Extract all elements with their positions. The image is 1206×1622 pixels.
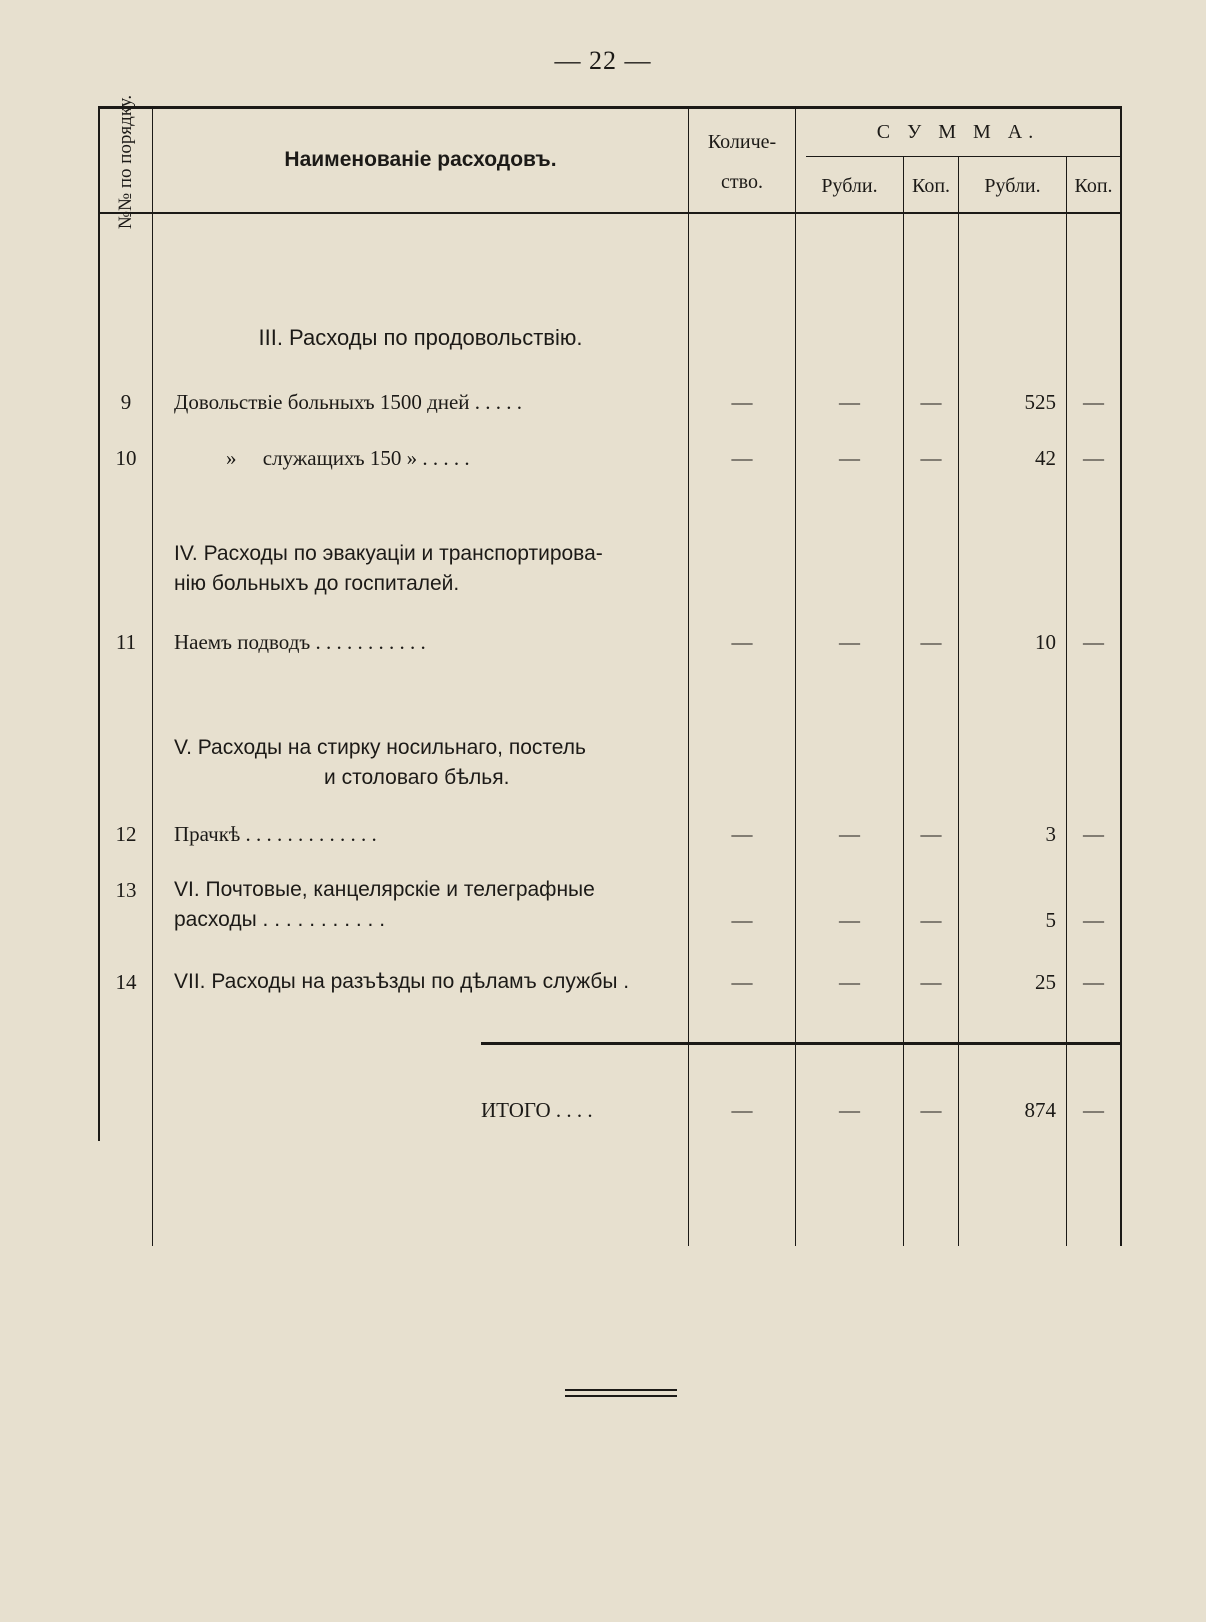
row-rubles-1: — (839, 970, 860, 994)
rubles-header-2: Рубли. (984, 175, 1041, 197)
row-quantity: — (731, 908, 753, 932)
row-kopecks-1: — (920, 908, 942, 932)
row-description: VII. Расходы на разъѣзды по дѣламъ службы . (174, 970, 630, 993)
qty-col-header-line1: Количе- (707, 131, 777, 153)
row-description: » служащихъ 150 » . . . . . (226, 446, 470, 470)
row-kopecks-1: — (920, 970, 942, 994)
total-rubles-2: 874 (1024, 1098, 1056, 1122)
section-heading: IV. Расходы по эвакуаціи и транспортирова- (174, 542, 603, 565)
section-heading-cont: нію больныхъ до госпиталей. (174, 572, 460, 595)
total-rubles-1: — (839, 1098, 860, 1122)
col-divider-rub1 (903, 156, 904, 1246)
row-description: Довольствіе больныхъ 1500 дней . . . . . (174, 390, 523, 414)
row-number: 10 (115, 446, 137, 470)
col-divider-num (152, 106, 153, 1246)
row-kopecks-2: — (1083, 446, 1104, 470)
row-number: 14 (115, 970, 137, 994)
row-kopecks-1: — (920, 446, 942, 470)
row-rubles-1: — (839, 630, 860, 654)
row-description: Наемъ подводъ . . . . . . . . . . . (174, 630, 426, 654)
header-bottom-rule (98, 212, 1120, 214)
col-divider-kop1 (958, 156, 959, 1246)
total-kopecks-1: — (920, 1098, 942, 1122)
sum-subheader-rule (806, 156, 1120, 157)
kopecks-header-1: Коп. (911, 175, 951, 197)
row-kopecks-1: — (920, 630, 942, 654)
col-divider-rub2 (1066, 156, 1067, 1246)
expense-table (98, 94, 1158, 1290)
total-rule (481, 1042, 1120, 1045)
right-border (1120, 106, 1122, 1246)
row-rubles-2: 10 (1035, 630, 1056, 654)
total-quantity: — (731, 1098, 753, 1122)
row-kopecks-2: — (1083, 970, 1104, 994)
row-kopecks-2: — (1083, 630, 1104, 654)
total-label: ИТОГО . . . . (481, 1098, 593, 1122)
end-rule-bottom (565, 1395, 677, 1397)
end-rule-top (565, 1389, 677, 1391)
row-rubles-2: 25 (1035, 970, 1056, 994)
sum-col-header: С У М М А. (876, 121, 1040, 143)
row-number: 13 (115, 878, 137, 902)
row-description: Прачкѣ . . . . . . . . . . . . . (174, 822, 377, 846)
page-number: — 22 — (554, 46, 652, 75)
row-description-cont: расходы . . . . . . . . . . . (174, 908, 386, 931)
row-kopecks-2: — (1083, 390, 1104, 414)
section-heading-cont: и столоваго бѣлья. (324, 766, 510, 789)
row-quantity: — (731, 970, 753, 994)
row-kopecks-2: — (1083, 908, 1104, 932)
row-rubles-2: 42 (1035, 446, 1056, 470)
row-number: 9 (120, 390, 132, 414)
row-kopecks-2: — (1083, 822, 1104, 846)
row-quantity: — (731, 446, 753, 470)
col-divider-qty (795, 106, 796, 1246)
row-number: 11 (115, 630, 137, 654)
row-rubles-1: — (839, 908, 860, 932)
row-quantity: — (731, 630, 753, 654)
num-col-header: №№ по порядку. (115, 94, 136, 230)
col-divider-name (688, 106, 689, 1246)
name-col-header: Наименованіе расходовъ. (284, 148, 557, 171)
row-rubles-2: 3 (1045, 822, 1056, 846)
qty-col-header-line2: ство. (721, 171, 763, 193)
total-kopecks-2: — (1083, 1098, 1104, 1122)
row-rubles-1: — (839, 822, 860, 846)
section-heading: V. Расходы на стирку носильнаго, постель (174, 736, 586, 759)
row-description: VI. Почтовые, канцелярскіе и телеграфные (174, 878, 595, 901)
table-top-rule (98, 106, 1120, 109)
row-rubles-1: — (839, 446, 860, 470)
rubles-header-1: Рубли. (821, 175, 878, 197)
row-number: 12 (115, 822, 137, 846)
row-rubles-1: — (839, 390, 860, 414)
row-quantity: — (731, 822, 753, 846)
row-rubles-2: 5 (1045, 908, 1056, 932)
row-quantity: — (731, 390, 753, 414)
row-kopecks-1: — (920, 822, 942, 846)
section-heading: III. Расходы по продовольствію. (258, 325, 583, 350)
row-kopecks-1: — (920, 390, 942, 414)
kopecks-header-2: Коп. (1074, 175, 1113, 197)
row-rubles-2: 525 (1024, 390, 1056, 414)
